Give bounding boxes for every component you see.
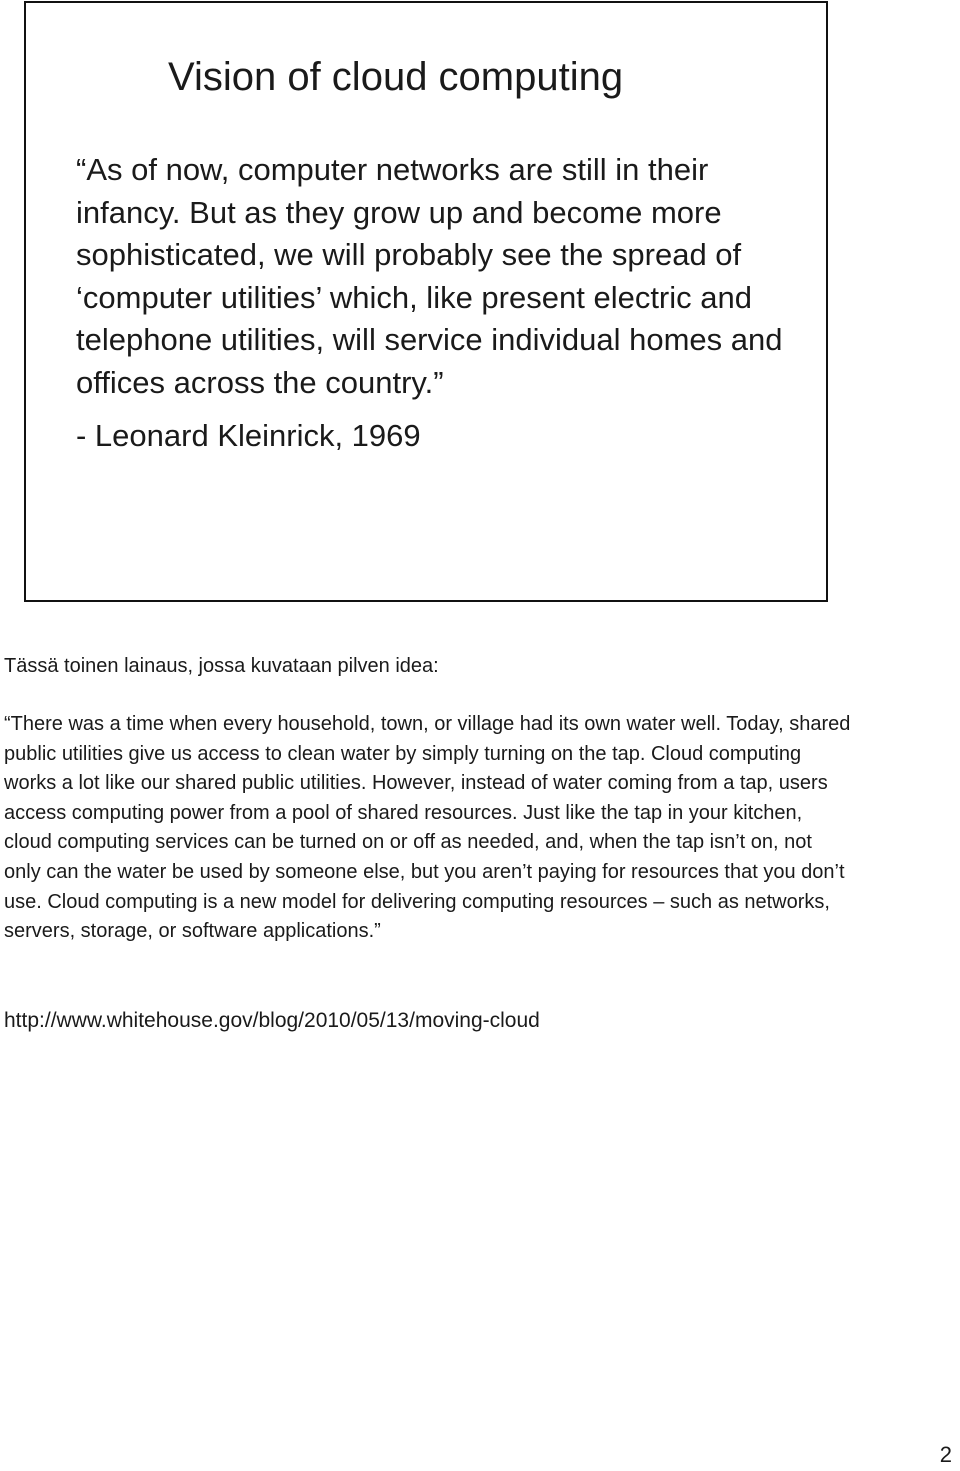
notes-quote: “There was a time when every household, town, or village had its own water well. Today, shared public utilities give us access to clean water by simply turning on the tap. Cloud computing works a lot like our shared public utilities. However, instead of water coming from a tap, users access computing power from a pool of shared resources. Just like the tap in your kitchen, cloud computing services can be turned on or off as needed, and, when the tap isn’t on, not only can the water be used by someone else, but you aren’t paying for resources that you don’t use. Cloud computing is a new model for delivering computing resources – such as networks, servers, storage, or software applications.” [4,713,851,943]
slide-title: Vision of cloud computing [168,55,624,99]
notes-source-link: http://www.whitehouse.gov/blog/2010/05/13/moving-cloud [4,1009,540,1032]
slide-quote: “As of now, computer networks are still in their infancy. But as they grow up and become more sophisticated, we will probably see the spread of ‘computer utilities’ which, like present electric and telephone utilities, will service individual homes and offices across the country.” [76,152,783,400]
notes-intro: Tässä toinen lainaus, jossa kuvataan pilven idea: [4,655,439,677]
page-number: 2 [939,1442,952,1467]
slide-attribution: - Leonard Kleinrick, 1969 [76,418,421,453]
slide-frame [24,1,828,602]
